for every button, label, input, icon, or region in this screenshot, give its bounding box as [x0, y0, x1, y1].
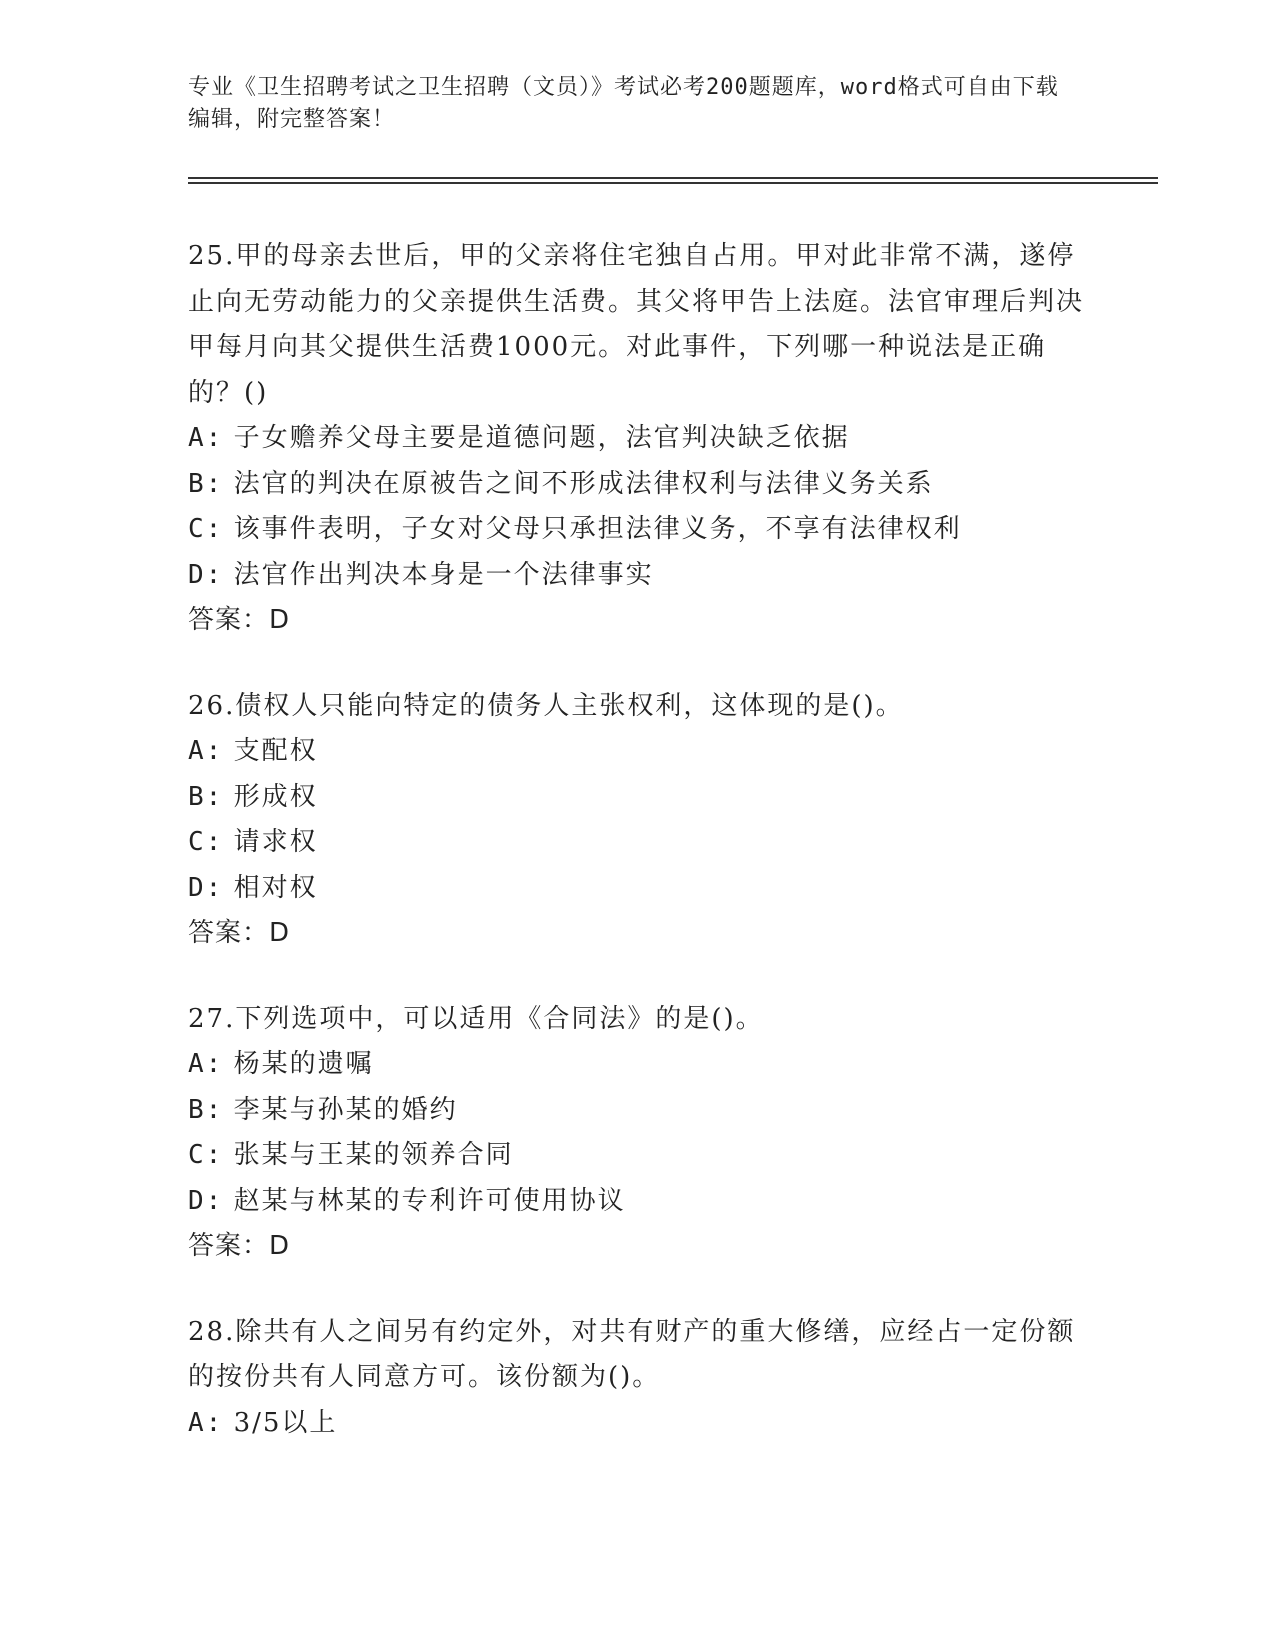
option-text: 相对权 [233, 872, 318, 903]
option-text: 请求权 [233, 827, 318, 857]
option-text: 杨某的遗嘱 [233, 1049, 374, 1079]
question-28 [188, 1310, 1088, 1447]
question-list [188, 234, 1088, 1486]
option-text: 李某与孙某的婚约 [233, 1094, 458, 1125]
header-divider-bottom [188, 182, 1158, 184]
option-a [188, 1401, 1088, 1447]
option-letter: B: [188, 781, 224, 812]
option-text: 形成权 [233, 781, 318, 812]
option-a [188, 416, 1088, 462]
option-text: 法官作出判决本身是一个法律事实 [233, 559, 654, 590]
question-text: 27.下列选项中，可以适用《合同法》的是()。 [188, 1003, 764, 1034]
option-text: 支配权 [233, 736, 318, 766]
option-b [188, 775, 1088, 821]
option-a [188, 729, 1088, 775]
answer-text: 答案：D [188, 918, 291, 948]
option-d [188, 866, 1088, 912]
question-text: 26.债权人只能向特定的债务人主张权利，这体现的是()。 [188, 690, 904, 721]
option-a [188, 1042, 1088, 1088]
option-text: 法官的判决在原被告之间不形成法律权利与法律义务关系 [233, 468, 934, 499]
option-letter: D: [188, 559, 224, 590]
option-letter: A: [188, 1049, 224, 1079]
option-b [188, 1088, 1088, 1134]
option-letter: C: [188, 1140, 224, 1170]
question-26 [188, 684, 1088, 957]
option-c [188, 1133, 1088, 1179]
option-letter: B: [188, 468, 224, 499]
question-text: 25.甲的母亲去世后，甲的父亲将住宅独自占用。甲对此非常不满，遂停止向无劳动能力的父亲提供生活费。其父将甲告上法庭。法官审理后判决甲每月向其父提供生活费1000元。对此事件，下列哪一种说法是正确的？() [188, 241, 1085, 408]
option-b [188, 462, 1088, 508]
question-text: 28.除共有人之间另有约定外，对共有财产的重大修缮，应经占一定份额的按份共有人同意方可。该份额为()。 [188, 1316, 1076, 1392]
document-header: 专业《卫生招聘考试之卫生招聘（文员）》考试必考200题题库，word格式可自由下载编辑，附完整答案！ [188, 75, 1059, 132]
option-letter: A: [188, 1407, 224, 1438]
option-letter: C: [188, 827, 224, 857]
question-27 [188, 997, 1088, 1270]
header-divider-top [188, 177, 1158, 179]
option-letter: B: [188, 1094, 224, 1125]
option-letter: D: [188, 872, 224, 903]
option-c [188, 820, 1088, 866]
option-c [188, 507, 1088, 553]
option-letter: A: [188, 736, 224, 766]
option-d [188, 1179, 1088, 1225]
option-text: 张某与王某的领养合同 [233, 1140, 514, 1170]
question-25 [188, 234, 1088, 644]
answer-text: 答案：D [188, 605, 291, 635]
option-letter: C: [188, 514, 224, 544]
option-text: 该事件表明，子女对父母只承担法律义务，不享有法律权利 [233, 514, 962, 544]
option-text: 子女赡养父母主要是道德问题，法官判决缺乏依据 [233, 423, 850, 453]
answer-text: 答案：D [188, 1231, 291, 1261]
option-d [188, 553, 1088, 599]
option-text: 赵某与林某的专利许可使用协议 [233, 1185, 626, 1216]
option-letter: D: [188, 1185, 224, 1216]
option-letter: A: [188, 423, 224, 453]
option-text: 3/5以上 [233, 1407, 338, 1438]
